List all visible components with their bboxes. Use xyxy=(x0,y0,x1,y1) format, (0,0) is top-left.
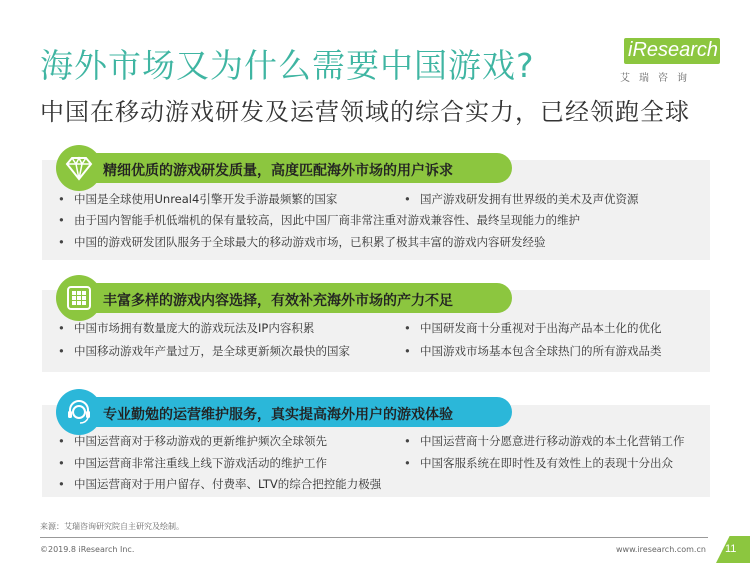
bullet-dot: • xyxy=(404,456,411,470)
bullet-dot: • xyxy=(404,321,411,335)
bullet-dot: • xyxy=(58,192,65,206)
section-3-bullet-4: • 中国客服系统在即时性及有效性上的表现十分出众 xyxy=(404,456,673,470)
website-url: www.iresearch.com.cn xyxy=(616,545,706,554)
bullet-dot: • xyxy=(58,456,65,470)
section-2-bullet-1: • 中国市场拥有数量庞大的游戏玩法及IP内容积累 xyxy=(58,321,315,335)
diamond-icon xyxy=(56,145,102,191)
bullet-dot: • xyxy=(58,477,65,491)
footer-divider xyxy=(40,537,708,538)
section-3-bullet-3: • 中国运营商非常注重线上线下游戏活动的维护工作 xyxy=(58,456,327,470)
bullet-dot: • xyxy=(58,434,65,448)
page-number: 11 xyxy=(725,543,737,555)
bullet-dot: • xyxy=(404,344,411,358)
page-title: 海外市场又为什么需要中国游戏? xyxy=(40,46,535,85)
bullet-dot: • xyxy=(404,434,411,448)
bullet-dot: • xyxy=(58,213,65,227)
section-1-title: 精细优质的游戏研发质量，高度匹配海外市场的用户诉求 xyxy=(103,163,453,179)
section-2-title: 丰富多样的游戏内容选择，有效补充海外市场的产力不足 xyxy=(103,293,453,309)
bullet-dot: • xyxy=(58,344,65,358)
source-note: 来源：艾瑞咨询研究院自主研究及绘制。 xyxy=(40,522,184,531)
section-2-bullet-4: • 中国游戏市场基本包含全球热门的所有游戏品类 xyxy=(404,344,662,358)
section-3-bullet-2: • 中国运营商十分愿意进行移动游戏的本土化营销工作 xyxy=(404,434,685,448)
section-3-title: 专业勤勉的运营维护服务，真实提高海外用户的游戏体验 xyxy=(103,407,453,423)
section-3-bullet-5: • 中国运营商对于用户留存、付费率、LTV的综合把控能力极强 xyxy=(58,477,382,491)
logo-chinese: 艾瑞咨询 xyxy=(620,73,696,84)
bullet-dot: • xyxy=(58,235,65,249)
section-1-bullet-4: • 中国的游戏研发团队服务于全球最大的移动游戏市场，已积累了极其丰富的游戏内容研发经验 xyxy=(58,235,546,249)
section-1-bullet-3: • 由于国内智能手机低端机的保有量较高，因此中国厂商非常注重对游戏兼容性、最终呈现能力的维护 xyxy=(58,213,580,227)
section-1-bullet-1: • 中国是全球使用Unreal4引擎开发手游最频繁的国家 xyxy=(58,192,338,206)
bullet-dot: • xyxy=(404,192,411,206)
bullet-dot: • xyxy=(58,321,65,335)
section-1-bullet-2: • 国产游戏研发拥有世界级的美术及声优资源 xyxy=(404,192,639,206)
page-number-badge xyxy=(716,536,750,563)
page-subtitle: 中国在移动游戏研发及运营领域的综合实力，已经领跑全球 xyxy=(40,98,690,126)
section-2-bullet-3: • 中国移动游戏年产量过万，是全球更新频次最快的国家 xyxy=(58,344,350,358)
iresearch-logo xyxy=(612,38,722,86)
logo-brand: iResearch xyxy=(628,39,719,61)
customer-service-icon xyxy=(56,389,102,435)
section-3-bullet-1: • 中国运营商对于移动游戏的更新维护频次全球领先 xyxy=(58,434,327,448)
copyright: ©2019.8 iResearch Inc. xyxy=(40,545,135,554)
logo-box xyxy=(624,38,720,64)
section-2-bullet-2: • 中国研发商十分重视对于出海产品本土化的优化 xyxy=(404,321,662,335)
grid-icon xyxy=(56,275,102,321)
